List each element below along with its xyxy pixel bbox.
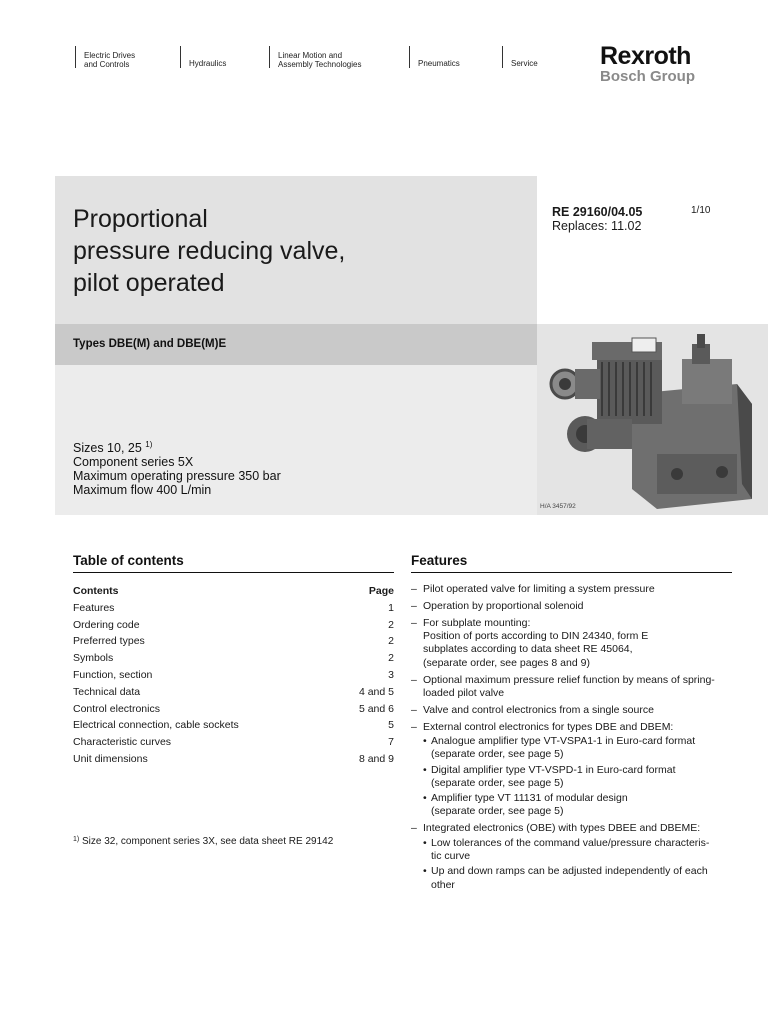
table-of-contents bbox=[73, 583, 394, 768]
toc-header-page: Page bbox=[368, 585, 394, 597]
features-rule bbox=[411, 572, 732, 573]
nav-item-service[interactable] bbox=[502, 46, 538, 68]
toc-label: Control electronics bbox=[73, 702, 160, 715]
title-line: pressure reducing valve, bbox=[73, 237, 346, 265]
toc-header-contents: Contents bbox=[73, 585, 119, 597]
feature-subitem: • Low tolerances of the command value/pressure characteris- tic curve bbox=[423, 836, 710, 862]
toc-label: Preferred types bbox=[73, 635, 145, 648]
toc-row[interactable] bbox=[73, 734, 394, 751]
toc-title: Table of contents bbox=[73, 553, 184, 568]
valve-product-photo bbox=[537, 324, 768, 515]
toc-row[interactable] bbox=[73, 617, 394, 634]
toc-label: Function, section bbox=[73, 668, 153, 681]
brand-logo bbox=[600, 44, 695, 85]
toc-row[interactable] bbox=[73, 667, 394, 684]
nav-label: Hydraulics bbox=[189, 59, 227, 68]
features-list bbox=[411, 583, 733, 895]
page-number: 1/10 bbox=[691, 205, 711, 216]
footnote-ref: 1) bbox=[145, 440, 153, 449]
feature-subitem: • Up and down ramps can be adjusted independently of each other bbox=[423, 865, 708, 891]
brand-name: Rexroth bbox=[600, 42, 691, 70]
toc-page: 8 and 9 bbox=[358, 752, 394, 765]
feature-item: – For subplate mounting: Position of ports according to DIN 24340, form E subplates according to data sheet RE 45064, (separate order, see pages 8 and 9) bbox=[411, 617, 733, 670]
nav-label: Pneumatics bbox=[418, 59, 460, 68]
toc-header bbox=[73, 583, 394, 600]
toc-row[interactable] bbox=[73, 600, 394, 617]
feature-item: – Pilot operated valve for limiting a system pressure bbox=[411, 583, 655, 595]
title-line: Proportional bbox=[73, 205, 208, 233]
feature-subitem: • Amplifier type VT 11131 of modular design (separate order, see page 5) bbox=[423, 792, 628, 818]
nav-label: Linear Motion and Assembly Technologies bbox=[278, 51, 362, 69]
toc-label: Ordering code bbox=[73, 618, 140, 631]
footnote-mark: 1) bbox=[73, 836, 80, 843]
feature-item: – Optional maximum pressure relief function by means of spring- loaded pilot valve bbox=[411, 673, 715, 699]
toc-label: Characteristic curves bbox=[73, 736, 172, 749]
toc-row[interactable] bbox=[73, 633, 394, 650]
toc-page: 2 bbox=[388, 652, 394, 665]
nav-label: Electric Drives and Controls bbox=[84, 51, 136, 69]
toc-row[interactable] bbox=[73, 684, 394, 701]
feature-item: – Operation by proportional solenoid bbox=[411, 599, 584, 612]
nav-item-linear-motion[interactable] bbox=[269, 46, 361, 68]
feature-item: – Integrated electronics (OBE) with types DBEE and DBEME: • Low tolerances of the command value/pressure characteris- tic curve • Up and down ramps can be adjusted independently of each other bbox=[411, 822, 733, 891]
title-line: pilot operated bbox=[73, 269, 225, 297]
toc-page: 4 and 5 bbox=[358, 685, 394, 698]
photo-caption: H/A 3457/92 bbox=[540, 503, 576, 510]
feature-item: – Valve and control electronics from a single source bbox=[411, 703, 654, 716]
toc-page: 7 bbox=[388, 736, 394, 749]
brand-group: Bosch Group bbox=[600, 68, 696, 85]
spec-series: Component series 5X bbox=[73, 455, 194, 469]
footnote-text: Size 32, component series 3X, see data sheet RE 29142 bbox=[79, 836, 334, 847]
toc-page: 5 bbox=[388, 719, 394, 732]
toc-rule bbox=[73, 572, 394, 573]
spec-sizes: Sizes 10, 25 $^{1)}$ bbox=[73, 440, 153, 455]
toc-label: Unit dimensions bbox=[73, 752, 148, 765]
toc-label: Electrical connection, cable sockets bbox=[73, 719, 239, 732]
toc-page: 1 bbox=[388, 601, 394, 614]
page-title bbox=[73, 203, 345, 299]
toc-label: Features bbox=[73, 601, 115, 614]
toc-label: Symbols bbox=[73, 652, 114, 665]
toc-row[interactable] bbox=[73, 717, 394, 734]
document-reference bbox=[552, 205, 642, 233]
toc-page: 5 and 6 bbox=[358, 702, 394, 715]
nav-item-pneumatics[interactable] bbox=[409, 46, 460, 68]
valve-illustration bbox=[537, 324, 768, 515]
nav-label: Service bbox=[511, 59, 538, 68]
feature-subitem: • Analogue amplifier type VT-VSPA1-1 in Euro-card format (separate order, see page 5) bbox=[423, 734, 696, 761]
toc-page: 3 bbox=[388, 668, 394, 681]
toc-row[interactable] bbox=[73, 701, 394, 718]
replaces-text: Replaces: 11.02 bbox=[552, 219, 642, 233]
spec-pressure: Maximum operating pressure 350 bar bbox=[73, 469, 281, 483]
footnote bbox=[73, 836, 333, 847]
toc-row[interactable] bbox=[73, 751, 394, 768]
toc-page: 2 bbox=[388, 618, 394, 631]
feature-continuation: Position of ports according to DIN 24340, form E subplates according to data sheet RE 45064, (separate order, see pages 8 and 9) bbox=[423, 630, 649, 669]
spec-flow: Maximum flow 400 L/min bbox=[73, 483, 212, 497]
feature-item: – External control electronics for types DBE and DBEM: • Analogue amplifier type VT-VSPA1-1 in Euro-card format (separate order, see page 5) • Digital amplifier type VT-VSPD-1 in Euro-card format (separate order, see page 5) • Amplifier type VT 11131 of modular design (separate order, see page 5) bbox=[411, 721, 733, 819]
feature-subitem: • Digital amplifier type VT-VSPD-1 in Euro-card format (separate order, see page 5) bbox=[423, 763, 676, 789]
re-number: RE 29160/04.05 bbox=[552, 205, 643, 219]
specs-list bbox=[73, 441, 281, 497]
nav-item-electric-drives[interactable] bbox=[75, 46, 135, 68]
types-label: Types DBE(M) and DBE(M)E bbox=[73, 338, 227, 350]
toc-label: Technical data bbox=[73, 685, 141, 698]
nav-item-hydraulics[interactable] bbox=[180, 46, 226, 68]
toc-row[interactable] bbox=[73, 650, 394, 667]
features-title: Features bbox=[411, 553, 468, 568]
toc-page: 2 bbox=[388, 635, 394, 648]
